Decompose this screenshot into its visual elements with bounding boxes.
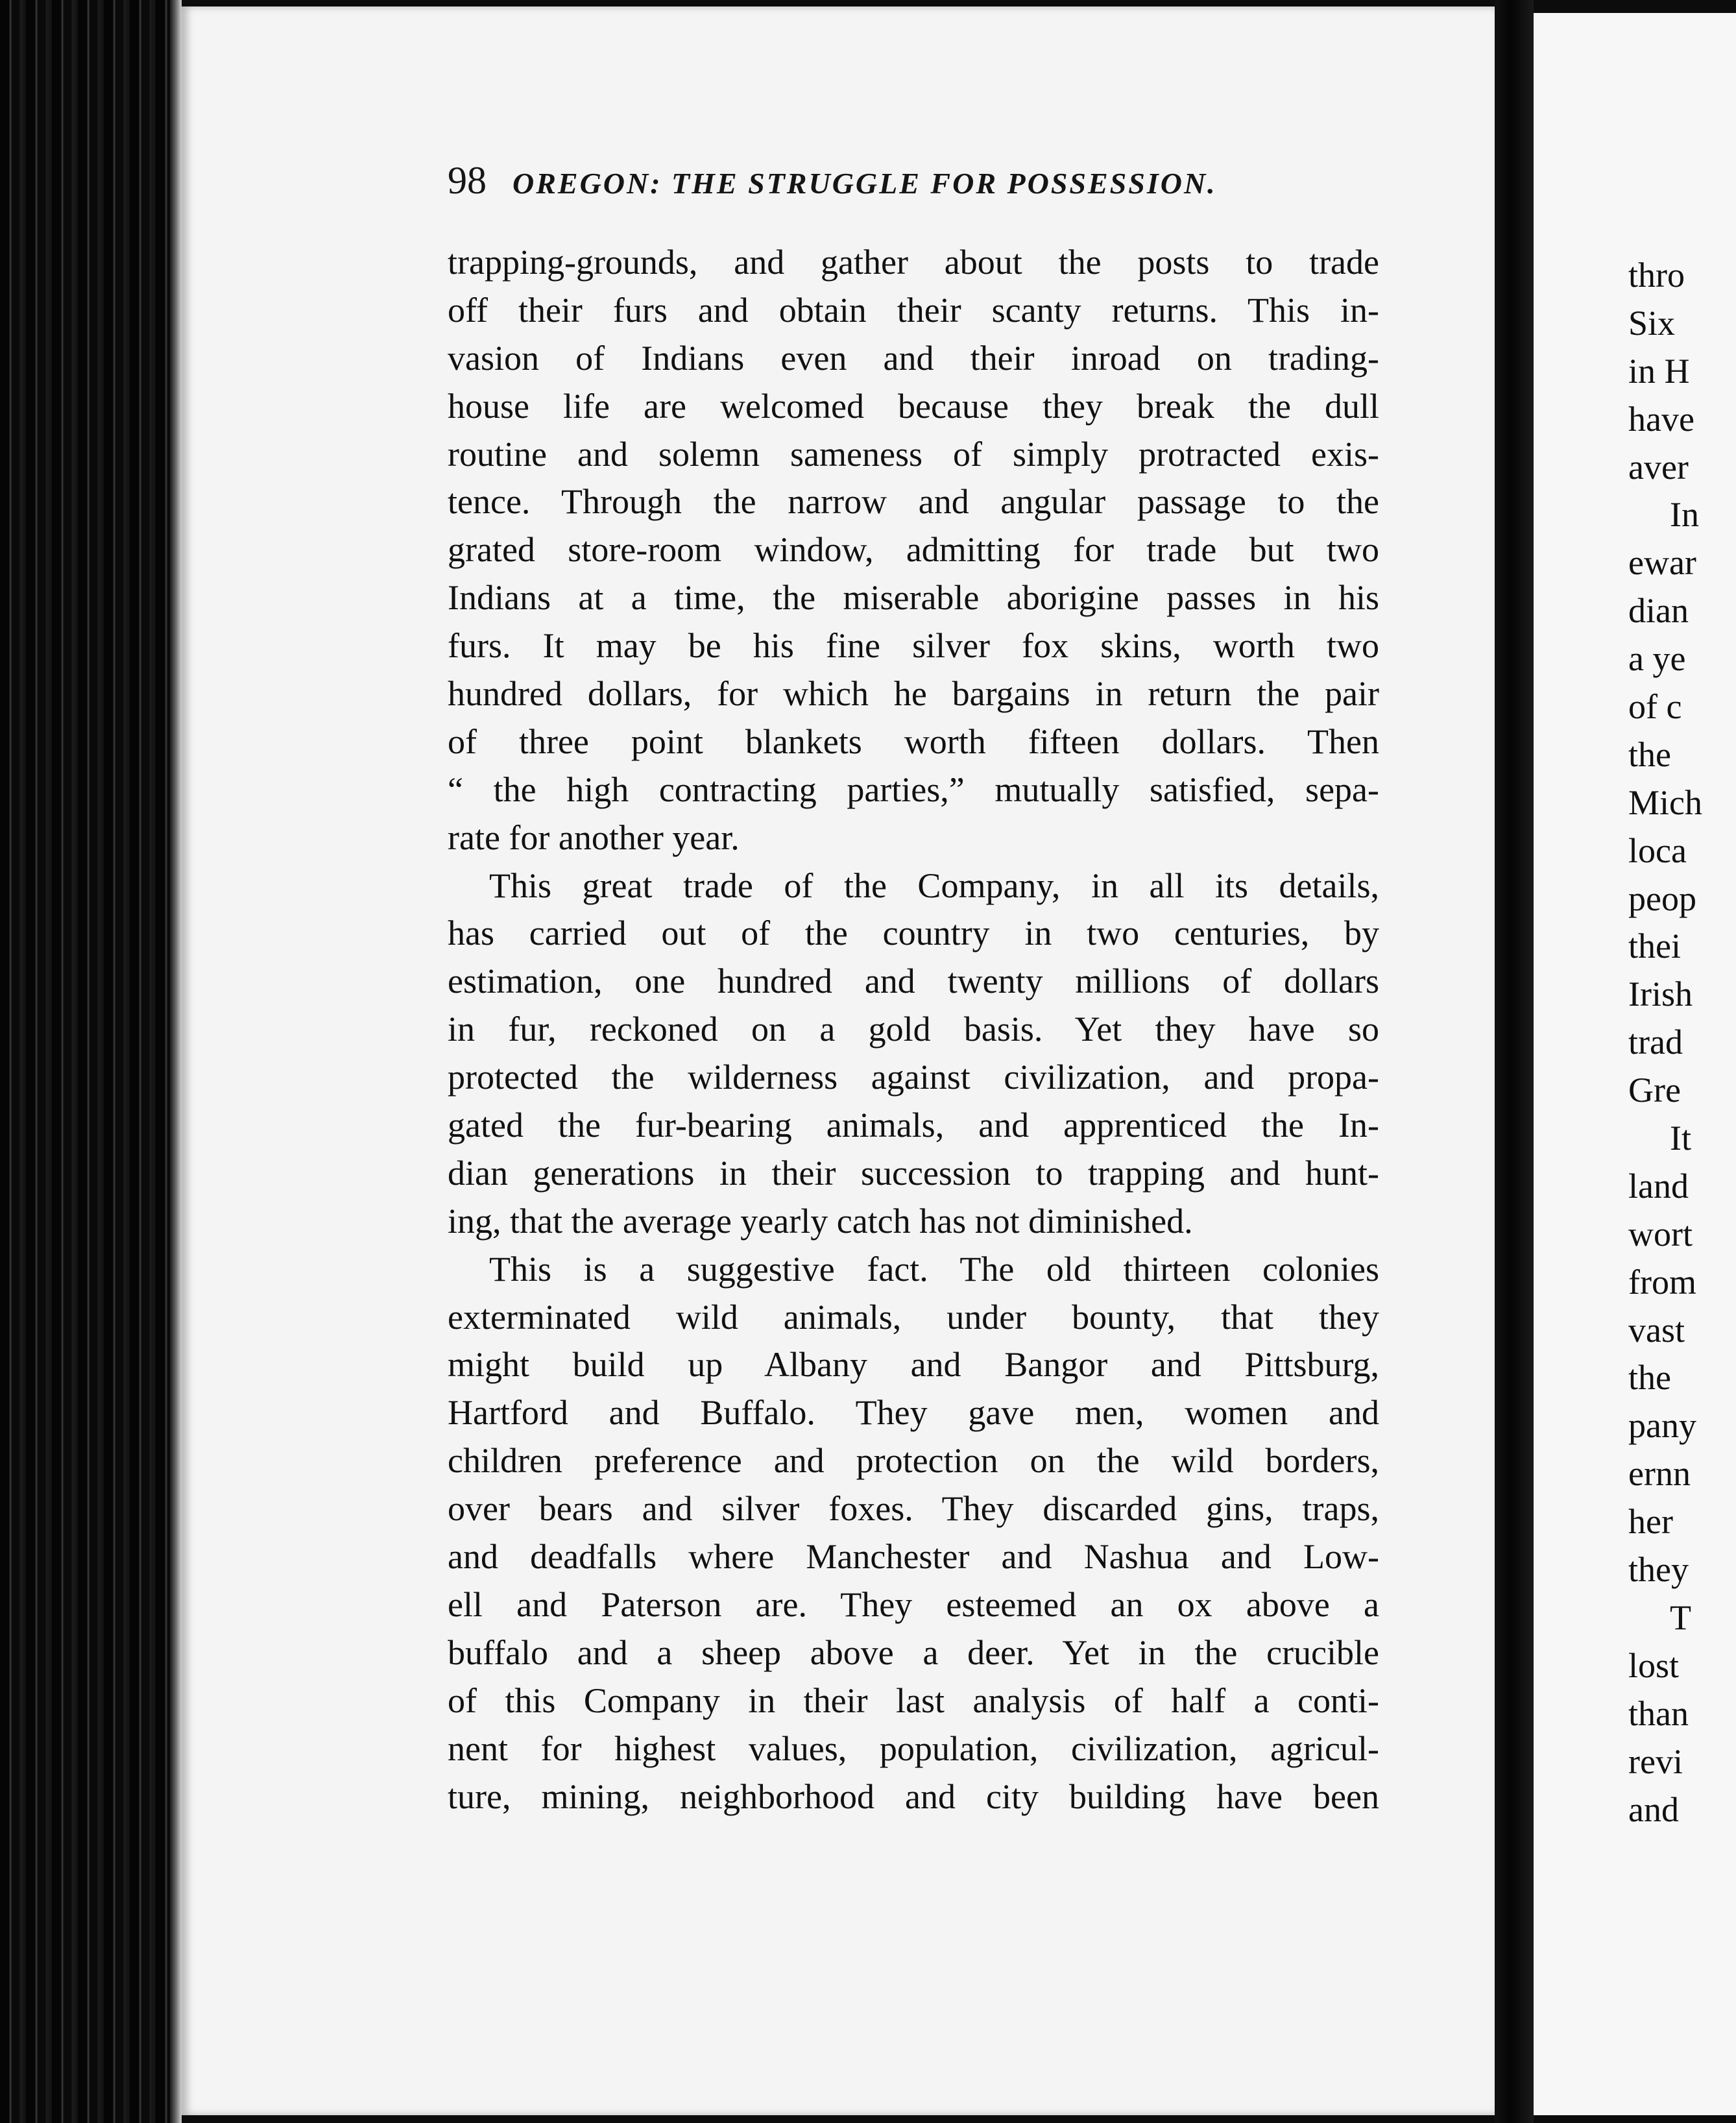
facing-text-line: It bbox=[1670, 1119, 1691, 1158]
text-line: rate for another year. bbox=[448, 818, 740, 857]
facing-text-line: a ye bbox=[1628, 639, 1686, 679]
text-line: of three point blankets worth fifteen dollars. Then bbox=[448, 722, 1379, 761]
text-line: furs. It may be his fine silver fox skins, worth two bbox=[448, 626, 1379, 666]
facing-text-line: in H bbox=[1628, 351, 1690, 391]
facing-text-line: the bbox=[1628, 734, 1671, 774]
text-line: Indians at a time, the miserable aborigine passes in his bbox=[448, 578, 1379, 618]
facing-text-line: land bbox=[1628, 1166, 1689, 1206]
text-line: grated store-room window, admitting for trade but two bbox=[448, 530, 1379, 570]
facing-text-line: her bbox=[1628, 1502, 1673, 1542]
facing-text-line: Irish bbox=[1628, 975, 1693, 1014]
facing-text-line: Six bbox=[1628, 303, 1676, 343]
text-line: hundred dollars, for which he bargains in return the pair bbox=[448, 674, 1379, 714]
book-spine bbox=[0, 0, 182, 2123]
facing-text-line: and bbox=[1628, 1789, 1679, 1829]
text-line: ture, mining, neighborhood and city building have been bbox=[448, 1777, 1379, 1816]
facing-text-line: wort bbox=[1628, 1214, 1693, 1254]
book-gutter bbox=[1495, 0, 1534, 2123]
facing-text-line: Mich bbox=[1628, 782, 1702, 822]
text-line: This great trade of the Company, in all its details, bbox=[489, 866, 1379, 905]
facing-text-line: peop bbox=[1628, 879, 1696, 918]
text-line: over bears and silver foxes. They discarded gins, traps, bbox=[448, 1489, 1379, 1529]
text-line: of this Company in their last analysis of half a conti- bbox=[448, 1680, 1379, 1720]
page-header bbox=[448, 158, 1382, 218]
facing-text-line: they bbox=[1628, 1550, 1689, 1590]
text-line: has carried out of the country in two centuries, by bbox=[448, 914, 1379, 953]
text-line: children preference and protection on the wild borders, bbox=[448, 1441, 1379, 1481]
text-line: house life are welcomed because they break the dull bbox=[448, 386, 1379, 426]
body-text bbox=[448, 239, 1379, 1821]
facing-page bbox=[1534, 13, 1736, 2115]
text-line: routine and solemn sameness of simply protracted exis- bbox=[448, 434, 1379, 474]
facing-text-line: have bbox=[1628, 399, 1694, 439]
text-line: protected the wilderness against civilization, and propa- bbox=[448, 1058, 1379, 1097]
text-line: ing, that the average yearly catch has not diminished. bbox=[448, 1201, 1193, 1241]
facing-text-line: from bbox=[1628, 1262, 1696, 1302]
facing-text-line: aver bbox=[1628, 447, 1689, 487]
facing-text-line: than bbox=[1628, 1693, 1689, 1733]
text-line: vasion of Indians even and their inroad on trading- bbox=[448, 338, 1379, 378]
facing-text-line: In bbox=[1670, 495, 1699, 535]
text-line: gated the fur-bearing animals, and apprenticed the In- bbox=[448, 1106, 1379, 1145]
text-line: estimation, one hundred and twenty millions of dollars bbox=[448, 962, 1379, 1001]
facing-text-line: T bbox=[1670, 1597, 1691, 1637]
text-line: off their furs and obtain their scanty returns. This in- bbox=[448, 290, 1379, 330]
text-line: in fur, reckoned on a gold basis. Yet they have so bbox=[448, 1010, 1379, 1049]
facing-text-line: pany bbox=[1628, 1406, 1696, 1446]
facing-text-line: trad bbox=[1628, 1023, 1683, 1062]
facing-text-line: vast bbox=[1628, 1310, 1685, 1350]
text-line: might build up Albany and Bangor and Pittsburg, bbox=[448, 1345, 1379, 1385]
facing-text-line: ewar bbox=[1628, 543, 1696, 583]
running-title: OREGON: THE STRUGGLE FOR POSSESSION. bbox=[512, 167, 1217, 200]
text-line: This is a suggestive fact. The old thirteen colonies bbox=[489, 1249, 1379, 1289]
text-line: and deadfalls where Manchester and Nashua and Low- bbox=[448, 1537, 1379, 1577]
facing-text-line: lost bbox=[1628, 1645, 1680, 1685]
page-edge bbox=[170, 0, 182, 2123]
text-line: trapping-grounds, and gather about the posts to trade bbox=[448, 243, 1379, 282]
facing-text-line: dian bbox=[1628, 591, 1689, 631]
facing-page-text bbox=[1628, 252, 1702, 1834]
facing-text-line: the bbox=[1628, 1358, 1671, 1398]
text-line: “ the high contracting parties,” mutually satisfied, sepa- bbox=[448, 770, 1379, 809]
text-line: nent for highest values, population, civilization, agricul- bbox=[448, 1729, 1379, 1768]
facing-text-line: revi bbox=[1628, 1741, 1683, 1781]
text-line: buffalo and a sheep above a deer. Yet in the crucible bbox=[448, 1632, 1379, 1672]
facing-text-line: loca bbox=[1628, 831, 1687, 870]
page-number: 98 bbox=[448, 159, 487, 202]
text-line: ell and Paterson are. They esteemed an ox above a bbox=[448, 1584, 1379, 1624]
text-line: dian generations in their succession to trapping and hunt- bbox=[448, 1153, 1379, 1193]
facing-text-line: thro bbox=[1628, 256, 1685, 295]
facing-text-line: of c bbox=[1628, 687, 1682, 727]
text-line: Hartford and Buffalo. They gave men, women and bbox=[448, 1393, 1379, 1433]
facing-text-line: thei bbox=[1628, 927, 1681, 966]
text-line: tence. Through the narrow and angular passage to the bbox=[448, 482, 1379, 522]
facing-text-line: ernn bbox=[1628, 1454, 1691, 1494]
facing-text-line: Gre bbox=[1628, 1071, 1681, 1110]
text-line: exterminated wild animals, under bounty, that they bbox=[448, 1297, 1379, 1337]
